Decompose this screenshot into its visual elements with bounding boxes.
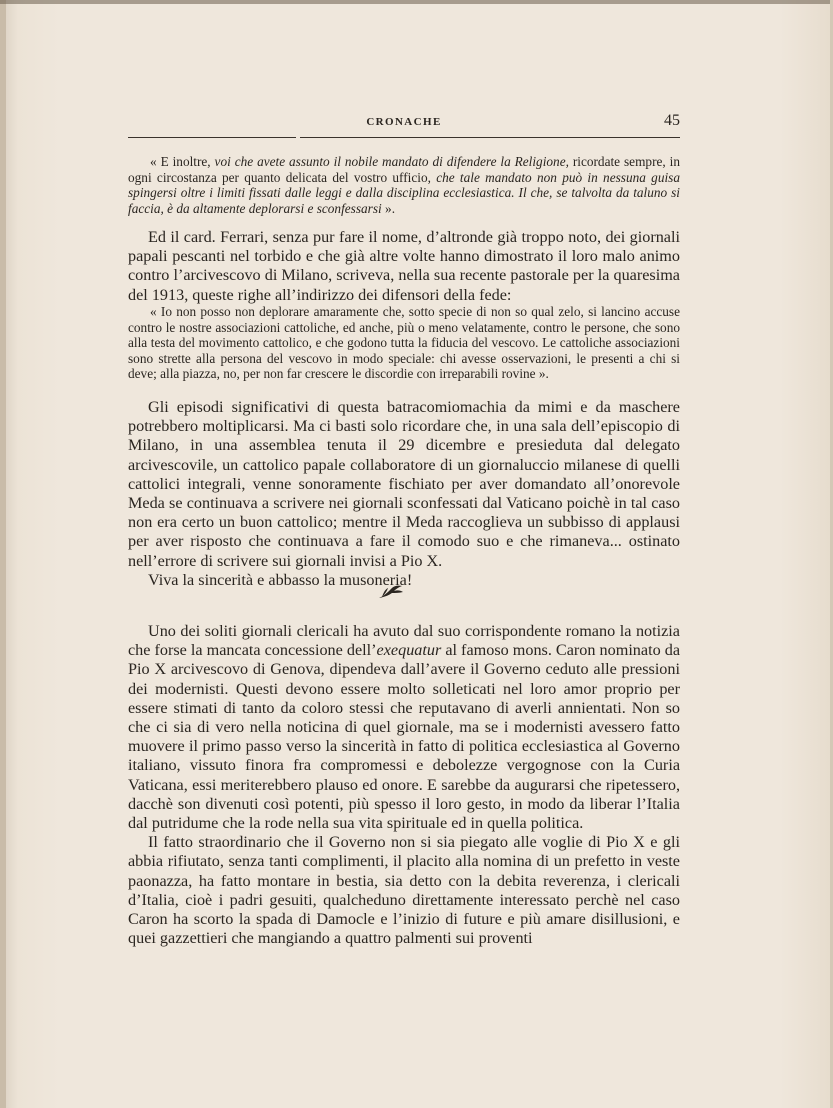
page-binding-edge <box>0 0 6 1108</box>
running-head: CRONACHE <box>366 116 442 128</box>
quote-text-2: « Io non posso non deplorare amaramente che, sotto specie di non so qual zelo, si lancino accuse contro le nostre associazioni cattoliche, ed anche, più o meno velatamente, contro le persone, che sono alla testa del movimento cattolico, e che godono tutta la fiducia del vescovo. Le cattoliche associazioni sono strette alla persona del vescovo in modo speciale: chi avesse osservazioni, le presenti a chi si deve; alla piazza, no, per non far crescere le discordie con irreparabili rovine ». <box>128 304 680 382</box>
page-header <box>128 112 680 140</box>
paragraph-text-5: Il fatto straordinario che il Governo non si sia piegato alle voglie di Pio X e gli abbia rifiutato, senza tanti complimenti, il placito alla nomina di un prefetto in veste paonazza, ha fatto montare in bestia, sia detto con la debita reverenza, i clericali d’Italia, cioè i padri gesuiti, qualcheduno direttamente interessato perchè nel caso Caron ha scorto la spada di Damocle e l’inizio di future e più amare disillusioni, e quei gazzettieri che mangiando a quattro palmenti sui proventi <box>128 833 680 948</box>
quote-pastorale <box>128 304 680 382</box>
quote-text-1: « E inoltre, voi che avete assunto il nobile mandato di difendere la Religione, ricordate sempre, in ogni circostanza per quanto delicata del vostro ufficio, che tale mandato non può in nessuna guisa spingersi oltre i limiti fissati dalle leggi e dalla disciplina ecclesiastica. Il che, se talvolta da taluno si faccia, è da altamente deplorarsi e sconfessarsi ». <box>128 154 680 216</box>
paragraph-caron <box>128 622 680 948</box>
page-number: 45 <box>664 112 680 129</box>
leaf-ornament-icon <box>376 582 406 602</box>
paragraph-text-2: Gli episodi significativi di questa batracomiomachia da mimi e da maschere potrebbero moltiplicarsi. Ma ci basti solo ricordare che, in una sala dell’episcopio di Milano, in una assemblea tenuta il 29 dicembre e presieduta dal delegato arcivescovile, un cattolico papale collaboratore di un giornaluccio milanese di quelli cattolici integrali, venne sonoramente fischiato per aver domandato all’onorevole Meda se continuava a scrivere nei giornali sconfessati dal Vaticano poichè in tal caso non era certo un buon cattolico; mentre il Meda raccoglieva un subbisso di applausi per aver risposto che continuava a fare il comodo suo e che rimaneva... ostinato nell’errore di scrivere sui giornali invisi a Pio X. <box>128 398 680 570</box>
page-top-edge <box>0 0 833 4</box>
paragraph-text-4: Uno dei soliti giornali clericali ha avuto dal suo corrispondente romano la notizia che forse la mancata concessione dell’exequatur al famoso mons. Caron nominato da Pio X arcivescovo di Genova, dipendeva dall’avere il Governo ceduto alle pressioni dei modernisti. Questi devono essere molto solleticati nel loro amor proprio per essere stimati di tanto da coloro stessi che reputavano di averli annientati. Non so che ci sia di vero nella noticina di quel giornale, ma se i modernisti avessero fatto muovere il primo passo verso la sincerità in fatto di politica ecclesiastica al Governo italiano, vissuto finora fra compromessi e debolezze vergognose con la Curia Vaticana, essi meriterebbero plauso ed onore. E sarebbe da augurarsi che ripetessero, dacchè son divenuti così potenti, più spesso il loro gesto, in modo da liberar l’Italia dal putridume che la rode nella sua vita spirituale ed in quella politica. <box>128 622 681 833</box>
paragraph-episodi <box>128 398 680 590</box>
paragraph-ferrari <box>128 228 680 305</box>
header-rule-left <box>128 137 296 138</box>
quote-bishop-letter <box>128 154 680 216</box>
paragraph-text-1: Ed il card. Ferrari, senza pur fare il nome, d’altronde già troppo noto, dei giornali papali pescanti nel torbido e che già altre volte hanno dimostrato il loro malo animo contro l’arcivescovo di Milano, scriveva, nella sua recente pastorale per la quaresima del 1913, queste righe all’indirizzo dei difensori della fede: <box>128 228 680 304</box>
header-rule-right <box>300 137 680 138</box>
paragraph-text-3: Viva la sincerità e abbasso la musoneria! <box>148 570 413 589</box>
